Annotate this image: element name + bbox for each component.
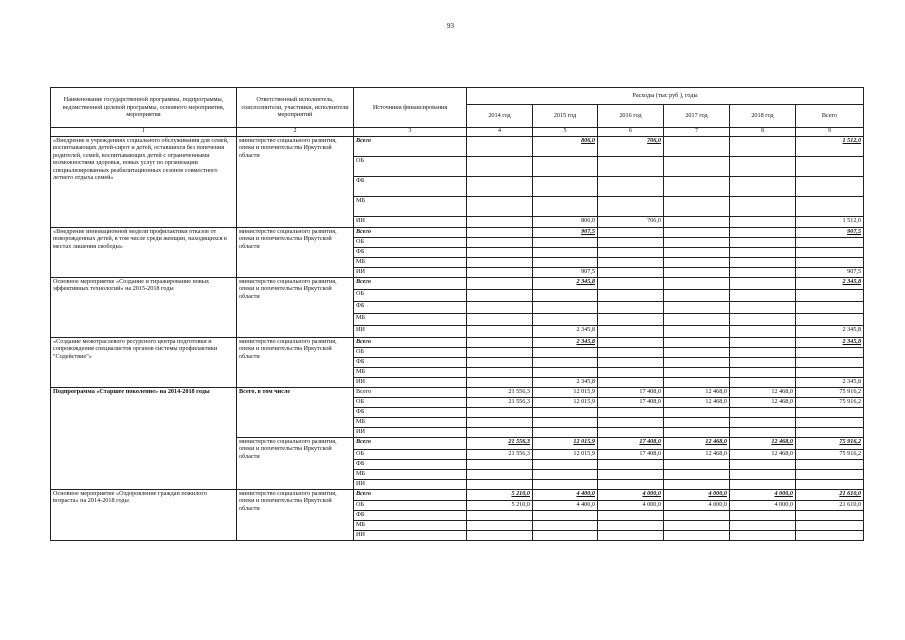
funding-source: МБ: [354, 197, 467, 217]
amount-cell: 17 408,0: [598, 388, 664, 398]
amount-cell: [664, 238, 730, 248]
amount-cell: [533, 428, 598, 438]
amount-cell: [796, 521, 864, 531]
amount-cell: 12 468,0: [730, 388, 796, 398]
amount-cell: 2 345,8: [533, 378, 598, 388]
amount-cell: [796, 314, 864, 326]
amount-cell: [664, 408, 730, 418]
amount-cell: [467, 460, 533, 470]
amount-cell: [730, 348, 796, 358]
amount-cell: 5 210,0: [467, 501, 533, 511]
amount-cell: 4 000,0: [598, 490, 664, 501]
funding-source: ОБ: [354, 238, 467, 248]
amount-cell: 17 408,0: [598, 438, 664, 450]
amount-cell: [730, 157, 796, 177]
item-name: «Создание межотраслевого ресурсного центра подготовки и сопровождения специалистов органов системы профилактики "Содействие"»: [51, 338, 237, 388]
amount-cell: [664, 197, 730, 217]
amount-cell: [598, 238, 664, 248]
amount-cell: [730, 418, 796, 428]
amount-cell: 12 468,0: [664, 388, 730, 398]
funding-source: ОБ: [354, 501, 467, 511]
funding-source: МБ: [354, 314, 467, 326]
amount-cell: [664, 531, 730, 541]
amount-cell: [467, 217, 533, 228]
funding-source: МБ: [354, 521, 467, 531]
amount-cell: [598, 358, 664, 368]
amount-cell: 2 345,8: [533, 338, 598, 348]
amount-cell: [533, 358, 598, 368]
amount-cell: [533, 531, 598, 541]
amount-cell: [730, 197, 796, 217]
amount-cell: [664, 378, 730, 388]
amount-cell: [730, 278, 796, 290]
amount-cell: [533, 470, 598, 480]
amount-cell: [467, 326, 533, 338]
amount-cell: [467, 378, 533, 388]
amount-cell: [598, 338, 664, 348]
amount-cell: [533, 302, 598, 314]
header-executor: Ответственный исполнитель, соисполнители, участники, исполнители мероприятий: [237, 88, 354, 128]
amount-cell: [467, 358, 533, 368]
header-name: Наименование государственной программы, подпрограммы, ведомственной целевой программы, основного мероприятия, мероприятия: [51, 88, 237, 128]
amount-cell: [730, 428, 796, 438]
amount-cell: [730, 238, 796, 248]
amount-cell: 75 916,2: [796, 438, 864, 450]
amount-cell: 12 015,9: [533, 388, 598, 398]
amount-cell: [664, 258, 730, 268]
funding-source: ОБ: [354, 348, 467, 358]
funding-source: МБ: [354, 258, 467, 268]
amount-cell: [796, 408, 864, 418]
amount-cell: 907,5: [533, 228, 598, 238]
amount-cell: 17 408,0: [598, 398, 664, 408]
amount-cell: [664, 248, 730, 258]
funding-source: ИИ: [354, 268, 467, 278]
table-row: [51, 338, 864, 348]
amount-cell: [533, 248, 598, 258]
item-executor: министерство социального развития, опеки и попечительства Иркутской области: [237, 490, 354, 541]
amount-cell: [730, 511, 796, 521]
amount-cell: [730, 480, 796, 490]
amount-cell: [467, 368, 533, 378]
funding-source: ОБ: [354, 290, 467, 302]
column-index: 1: [51, 128, 237, 137]
amount-cell: [598, 314, 664, 326]
funding-source: ФБ: [354, 248, 467, 258]
item-name: Основное мероприятие «Оздоровление граждан пожилого возраста» на 2014-2018 годы: [51, 490, 237, 541]
column-index: 9: [796, 128, 864, 137]
amount-cell: [796, 197, 864, 217]
amount-cell: [796, 460, 864, 470]
amount-cell: [664, 268, 730, 278]
amount-cell: [730, 258, 796, 268]
item-executor: министерство социального развития, опеки и попечительства Иркутской области: [237, 338, 354, 388]
amount-cell: [664, 521, 730, 531]
amount-cell: [533, 238, 598, 248]
amount-cell: [796, 418, 864, 428]
amount-cell: [598, 368, 664, 378]
header-total: Всего: [796, 105, 864, 128]
amount-cell: [796, 290, 864, 302]
funding-source: ФБ: [354, 302, 467, 314]
amount-cell: [730, 460, 796, 470]
amount-cell: [664, 314, 730, 326]
amount-cell: 2 345,8: [796, 326, 864, 338]
funding-source: ИИ: [354, 326, 467, 338]
amount-cell: [796, 177, 864, 197]
amount-cell: 17 408,0: [598, 450, 664, 460]
amount-cell: [598, 348, 664, 358]
amount-cell: [796, 480, 864, 490]
amount-cell: [730, 326, 796, 338]
amount-cell: [598, 418, 664, 428]
amount-cell: [598, 531, 664, 541]
header-year: 2018 год: [730, 105, 796, 128]
amount-cell: 2 345,8: [796, 278, 864, 290]
table-row: [51, 490, 864, 501]
amount-cell: [598, 157, 664, 177]
amount-cell: 806,0: [533, 137, 598, 157]
funding-source: ОБ: [354, 450, 467, 460]
amount-cell: [796, 238, 864, 248]
amount-cell: [533, 368, 598, 378]
amount-cell: [598, 177, 664, 197]
amount-cell: [598, 378, 664, 388]
column-index: 7: [664, 128, 730, 137]
amount-cell: 2 345,8: [533, 278, 598, 290]
amount-cell: 21 556,3: [467, 398, 533, 408]
amount-cell: [467, 197, 533, 217]
amount-cell: [730, 177, 796, 197]
amount-cell: [664, 326, 730, 338]
amount-cell: [664, 460, 730, 470]
expenses-table: [50, 87, 864, 541]
amount-cell: 75 916,2: [796, 450, 864, 460]
amount-cell: 21 610,0: [796, 490, 864, 501]
funding-source: Всего: [354, 338, 467, 348]
amount-cell: [796, 157, 864, 177]
amount-cell: [467, 521, 533, 531]
amount-cell: [664, 290, 730, 302]
funding-source: ИИ: [354, 480, 467, 490]
amount-cell: [467, 511, 533, 521]
amount-cell: 12 468,0: [730, 398, 796, 408]
amount-cell: [467, 314, 533, 326]
funding-source: ИИ: [354, 428, 467, 438]
amount-cell: 4 400,0: [533, 490, 598, 501]
column-index: 8: [730, 128, 796, 137]
amount-cell: [467, 348, 533, 358]
amount-cell: [598, 521, 664, 531]
page-number: 93: [447, 22, 454, 30]
amount-cell: [664, 228, 730, 238]
amount-cell: 5 210,0: [467, 490, 533, 501]
amount-cell: [796, 368, 864, 378]
amount-cell: [796, 428, 864, 438]
amount-cell: [533, 314, 598, 326]
item-executor: Всего, в том числе: [237, 388, 354, 438]
amount-cell: [467, 278, 533, 290]
amount-cell: 12 468,0: [664, 438, 730, 450]
funding-source: ФБ: [354, 511, 467, 521]
amount-cell: [664, 157, 730, 177]
amount-cell: 1 512,0: [796, 217, 864, 228]
funding-source: Всего: [354, 137, 467, 157]
amount-cell: [598, 428, 664, 438]
funding-source: ФБ: [354, 460, 467, 470]
amount-cell: [467, 302, 533, 314]
funding-source: Всего: [354, 438, 467, 450]
amount-cell: [664, 177, 730, 197]
amount-cell: [664, 302, 730, 314]
header-year: 2014 год: [467, 105, 533, 128]
amount-cell: [533, 177, 598, 197]
amount-cell: [598, 302, 664, 314]
amount-cell: [598, 248, 664, 258]
funding-source: ОБ: [354, 398, 467, 408]
amount-cell: [664, 348, 730, 358]
amount-cell: [598, 278, 664, 290]
header-source: Источники финансирования: [354, 88, 467, 128]
amount-cell: 4 000,0: [664, 501, 730, 511]
amount-cell: [533, 480, 598, 490]
amount-cell: [467, 418, 533, 428]
amount-cell: 806,0: [533, 217, 598, 228]
amount-cell: [533, 157, 598, 177]
column-index: 4: [467, 128, 533, 137]
amount-cell: [598, 480, 664, 490]
amount-cell: [467, 157, 533, 177]
amount-cell: 706,0: [598, 217, 664, 228]
amount-cell: [664, 278, 730, 290]
amount-cell: [467, 428, 533, 438]
amount-cell: [730, 248, 796, 258]
amount-cell: [533, 197, 598, 217]
amount-cell: 12 015,9: [533, 398, 598, 408]
amount-cell: [467, 338, 533, 348]
amount-cell: [664, 137, 730, 157]
amount-cell: [730, 268, 796, 278]
amount-cell: [796, 470, 864, 480]
amount-cell: [467, 480, 533, 490]
amount-cell: 21 556,3: [467, 388, 533, 398]
amount-cell: [664, 368, 730, 378]
amount-cell: [730, 368, 796, 378]
amount-cell: [730, 358, 796, 368]
amount-cell: [796, 248, 864, 258]
amount-cell: [664, 511, 730, 521]
amount-cell: [664, 470, 730, 480]
amount-cell: 4 000,0: [730, 490, 796, 501]
amount-cell: [467, 228, 533, 238]
amount-cell: [598, 511, 664, 521]
amount-cell: [730, 302, 796, 314]
amount-cell: 12 468,0: [730, 438, 796, 450]
funding-source: ИИ: [354, 217, 467, 228]
funding-source: ФБ: [354, 177, 467, 197]
item-name: Подпрограмма «Старшее поколение» на 2014-2018 годы: [51, 388, 237, 490]
item-name: «Внедрение инновационной модели профилактики отказов от новорожденных детей, в том числе среди женщин, находящихся в местах лишения свободы»: [51, 228, 237, 278]
amount-cell: [533, 348, 598, 358]
table-row: [51, 388, 864, 398]
table-row: [51, 137, 864, 157]
amount-cell: [467, 248, 533, 258]
amount-cell: [664, 338, 730, 348]
amount-cell: [598, 408, 664, 418]
header-year: 2017 год: [664, 105, 730, 128]
amount-cell: 12 468,0: [664, 398, 730, 408]
amount-cell: [664, 418, 730, 428]
amount-cell: 12 468,0: [664, 450, 730, 460]
amount-cell: [598, 228, 664, 238]
funding-source: ИИ: [354, 531, 467, 541]
amount-cell: 2 345,8: [796, 378, 864, 388]
amount-cell: [730, 338, 796, 348]
table-row: [51, 278, 864, 290]
amount-cell: [796, 531, 864, 541]
amount-cell: 12 468,0: [730, 450, 796, 460]
amount-cell: [664, 358, 730, 368]
item-name: «Внедрение в учреждениях социального обслуживания для семей, воспитывающих детей-сирот и детей, оставшихся без попечения родителей, семей, воспитывающих детей с ограниченными возможностями здоровья, новых услуг по организации специализированных реабилитационных сезонов совместного летнего отдыха семей»: [51, 137, 237, 228]
amount-cell: [730, 378, 796, 388]
amount-cell: [467, 177, 533, 197]
funding-source: ОБ: [354, 157, 467, 177]
amount-cell: [533, 258, 598, 268]
amount-cell: [730, 521, 796, 531]
amount-cell: 2 345,8: [533, 326, 598, 338]
amount-cell: [664, 217, 730, 228]
amount-cell: [467, 531, 533, 541]
amount-cell: 4 000,0: [598, 501, 664, 511]
amount-cell: [664, 480, 730, 490]
amount-cell: 1 512,0: [796, 137, 864, 157]
amount-cell: 907,5: [533, 268, 598, 278]
column-index: 2: [237, 128, 354, 137]
header-expenses: Расходы (тыс руб ), годы: [467, 88, 864, 105]
amount-cell: 2 345,8: [796, 338, 864, 348]
item-executor: министерство социального развития, опеки и попечительства Иркутской области: [237, 228, 354, 278]
funding-source: Всего: [354, 388, 467, 398]
amount-cell: [598, 197, 664, 217]
amount-cell: [796, 358, 864, 368]
funding-source: МБ: [354, 470, 467, 480]
funding-source: МБ: [354, 418, 467, 428]
header-year: 2016 год: [598, 105, 664, 128]
funding-source: Всего: [354, 490, 467, 501]
amount-cell: [467, 268, 533, 278]
amount-cell: 907,5: [796, 268, 864, 278]
amount-cell: [598, 290, 664, 302]
amount-cell: [730, 290, 796, 302]
amount-cell: 21 610,0: [796, 501, 864, 511]
amount-cell: [467, 408, 533, 418]
funding-source: ФБ: [354, 358, 467, 368]
amount-cell: [533, 521, 598, 531]
amount-cell: [467, 290, 533, 302]
amount-cell: [598, 258, 664, 268]
amount-cell: 12 015,9: [533, 438, 598, 450]
funding-source: ФБ: [354, 408, 467, 418]
amount-cell: [730, 408, 796, 418]
amount-cell: [533, 408, 598, 418]
amount-cell: [796, 258, 864, 268]
amount-cell: 907,5: [796, 228, 864, 238]
amount-cell: [598, 460, 664, 470]
column-index: 5: [533, 128, 598, 137]
amount-cell: [598, 326, 664, 338]
amount-cell: [730, 217, 796, 228]
item-executor: министерство социального развития, опеки и попечительства Иркутской области: [237, 278, 354, 338]
amount-cell: 21 556,3: [467, 438, 533, 450]
amount-cell: 706,0: [598, 137, 664, 157]
amount-cell: [533, 418, 598, 428]
item-name: Основное мероприятие «Создание и тиражирование новых эффективных технологий» на 2015-2018 годы: [51, 278, 237, 338]
amount-cell: [664, 428, 730, 438]
amount-cell: 75 916,2: [796, 398, 864, 408]
amount-cell: [796, 348, 864, 358]
amount-cell: [533, 460, 598, 470]
item-executor: министерство социального развития, опеки и попечительства Иркутской области: [237, 137, 354, 228]
amount-cell: 4 000,0: [664, 490, 730, 501]
amount-cell: [730, 137, 796, 157]
table-body: [51, 137, 864, 541]
amount-cell: 21 556,3: [467, 450, 533, 460]
amount-cell: [467, 137, 533, 157]
amount-cell: [730, 531, 796, 541]
funding-source: Всего: [354, 278, 467, 290]
amount-cell: [796, 302, 864, 314]
amount-cell: [598, 470, 664, 480]
amount-cell: [467, 238, 533, 248]
funding-source: ИИ: [354, 378, 467, 388]
amount-cell: 12 015,9: [533, 450, 598, 460]
amount-cell: [533, 511, 598, 521]
amount-cell: [730, 314, 796, 326]
column-index: 3: [354, 128, 467, 137]
amount-cell: [796, 511, 864, 521]
table-row: [51, 228, 864, 238]
header-year: 2015 год: [533, 105, 598, 128]
funding-source: Всего: [354, 228, 467, 238]
amount-cell: [467, 470, 533, 480]
amount-cell: [467, 258, 533, 268]
amount-cell: [730, 228, 796, 238]
amount-cell: 4 400,0: [533, 501, 598, 511]
funding-source: МБ: [354, 368, 467, 378]
amount-cell: [533, 290, 598, 302]
amount-cell: [598, 268, 664, 278]
amount-cell: [730, 470, 796, 480]
amount-cell: 4 000,0: [730, 501, 796, 511]
amount-cell: 75 916,2: [796, 388, 864, 398]
column-index: 6: [598, 128, 664, 137]
item-executor: министерство социального развития, опеки и попечительства Иркутской области: [237, 438, 354, 490]
